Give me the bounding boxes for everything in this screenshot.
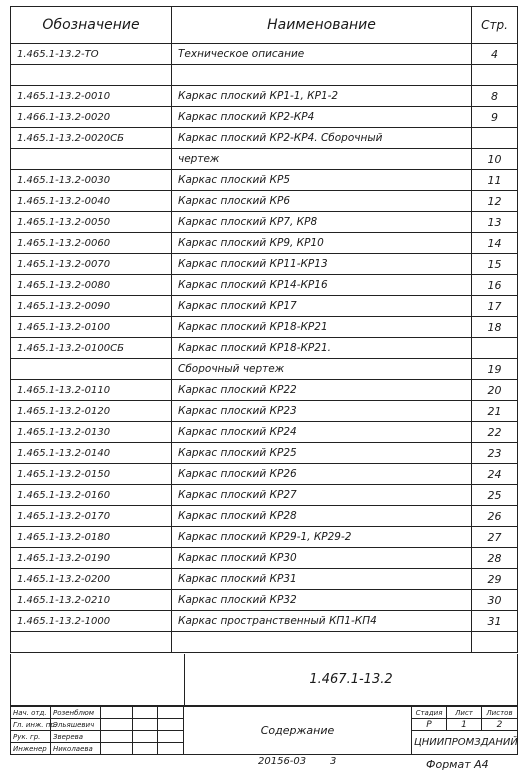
- document-code-block: [10, 654, 518, 706]
- table-row: [11, 443, 518, 464]
- row-code: 1.465.1-13.2-0100СБ: [11, 338, 172, 359]
- row-page: 26: [472, 506, 518, 527]
- row-name: Каркас плоский КР2-КР4: [172, 107, 472, 128]
- person-4: Николаева: [51, 743, 101, 755]
- row-name: [172, 65, 472, 86]
- row-page: 9: [472, 107, 518, 128]
- table-row: [11, 464, 518, 485]
- row-name: Сборочный чертеж: [172, 359, 472, 380]
- table-row: [11, 506, 518, 527]
- table-row: [11, 149, 518, 170]
- row-name: Каркас плоский КР32: [172, 590, 472, 611]
- drawing-sheet: [10, 6, 518, 774]
- sheets-value: 2: [482, 719, 518, 731]
- row-name: Техническое описание: [172, 44, 472, 65]
- row-code: 1.465.1-13.2-0190: [11, 548, 172, 569]
- row-code: 1.465.1-13.2-0130: [11, 422, 172, 443]
- signature-1: [101, 707, 133, 719]
- row-page: [472, 128, 518, 149]
- row-name: Каркас плоский КР17: [172, 296, 472, 317]
- row-code: 1.465.1-13.2-0040: [11, 191, 172, 212]
- row-page: 22: [472, 422, 518, 443]
- organization: ЦНИИПРОМЗДАНИЙ: [412, 731, 518, 755]
- row-code: 1.465.1-13.2-0160: [11, 485, 172, 506]
- stage-value: Р: [412, 719, 447, 731]
- row-code: [11, 359, 172, 380]
- table-row: [11, 128, 518, 149]
- table-row: [11, 170, 518, 191]
- signature-2: [101, 719, 133, 731]
- table-row: [11, 548, 518, 569]
- role-3: Рук. гр.: [11, 731, 51, 743]
- row-code: 1.465.1-13.2-0180: [11, 527, 172, 548]
- row-page: 19: [472, 359, 518, 380]
- row-name: Каркас плоский КР6: [172, 191, 472, 212]
- table-row: [11, 422, 518, 443]
- row-code: [11, 149, 172, 170]
- designation-header: Обозначение: [11, 7, 172, 44]
- row-name: Каркас плоский КР5: [172, 170, 472, 191]
- table-row: [11, 569, 518, 590]
- table-row: [11, 338, 518, 359]
- table-row: [11, 233, 518, 254]
- signature-4: [101, 743, 133, 755]
- row-page: 29: [472, 569, 518, 590]
- row-name: Каркас плоский КР1-1, КР1-2: [172, 86, 472, 107]
- row-name: Каркас плоский КР9, КР10: [172, 233, 472, 254]
- row-name: Каркас плоский КР24: [172, 422, 472, 443]
- table-row: [11, 65, 518, 86]
- row-page: 25: [472, 485, 518, 506]
- row-code: 1.465.1-13.2-0100: [11, 317, 172, 338]
- row-code: 1.465.1-13.2-0090: [11, 296, 172, 317]
- row-code: 1.465.1-13.2-0150: [11, 464, 172, 485]
- row-code: 1.465.1-13.2-0050: [11, 212, 172, 233]
- name-header: Наименование: [172, 7, 472, 44]
- row-code: 1.465.1-13.2-0030: [11, 170, 172, 191]
- row-page: 4: [472, 44, 518, 65]
- document-code: 1.467.1-13.2: [184, 654, 517, 705]
- row-name: Каркас плоский КР18-КР21: [172, 317, 472, 338]
- row-code: 1.465.1-13.2-0010: [11, 86, 172, 107]
- page-header: Стр.: [472, 7, 518, 44]
- row-code: 1.465.1-13.2-0200: [11, 569, 172, 590]
- row-name: Каркас плоский КР29-1, КР29-2: [172, 527, 472, 548]
- row-name: Каркас плоский КР26: [172, 464, 472, 485]
- row-name: Каркас плоский КР23: [172, 401, 472, 422]
- row-name: Каркас плоский КР30: [172, 548, 472, 569]
- table-row: [11, 485, 518, 506]
- row-page: 10: [472, 149, 518, 170]
- table-row: [11, 527, 518, 548]
- row-name: [172, 632, 472, 653]
- row-page: [472, 632, 518, 653]
- row-page: 30: [472, 590, 518, 611]
- table-row: [11, 380, 518, 401]
- row-page: 27: [472, 527, 518, 548]
- table-row: [11, 86, 518, 107]
- row-page: 12: [472, 191, 518, 212]
- row-page: 21: [472, 401, 518, 422]
- stage-label: Стадия: [412, 707, 447, 719]
- table-row: [11, 611, 518, 632]
- row-name: Каркас плоский КР31: [172, 569, 472, 590]
- row-page: 14: [472, 233, 518, 254]
- person-3: Зверева: [51, 731, 101, 743]
- table-row: [11, 359, 518, 380]
- row-page: [472, 65, 518, 86]
- row-code: 1.465.1-13.2-0140: [11, 443, 172, 464]
- row-code: 1.465.1-13.2-ТО: [11, 44, 172, 65]
- role-2: Гл. инж. пр.: [11, 719, 51, 731]
- row-name: Каркас плоский КР18-КР21.: [172, 338, 472, 359]
- row-page: 13: [472, 212, 518, 233]
- table-row: [11, 44, 518, 65]
- row-name: Каркас плоский КР27: [172, 485, 472, 506]
- row-code: [11, 632, 172, 653]
- row-page: [472, 338, 518, 359]
- row-page: 8: [472, 86, 518, 107]
- row-name: Каркас плоский КР2-КР4. Сборочный: [172, 128, 472, 149]
- sheet-value: 1: [447, 719, 482, 731]
- table-row: [11, 317, 518, 338]
- row-code: 1.465.1-13.2-0210: [11, 590, 172, 611]
- archive-number: 20156-03: [258, 756, 307, 767]
- row-name: Каркас плоский КР28: [172, 506, 472, 527]
- row-code: 1.465.1-13.2-0060: [11, 233, 172, 254]
- table-row: [11, 275, 518, 296]
- table-row: [11, 590, 518, 611]
- row-code: 1.465.1-13.2-0110: [11, 380, 172, 401]
- format-label: Формат А4: [426, 758, 489, 771]
- sheets-label: Листов: [482, 707, 518, 719]
- row-page: 28: [472, 548, 518, 569]
- row-page: 16: [472, 275, 518, 296]
- row-name: Каркас плоский КР25: [172, 443, 472, 464]
- row-code: [11, 65, 172, 86]
- table-row: [11, 191, 518, 212]
- row-name: Каркас плоский КР11-КР13: [172, 254, 472, 275]
- row-page: 18: [472, 317, 518, 338]
- person-1: Розенблюм: [51, 707, 101, 719]
- row-page: 23: [472, 443, 518, 464]
- row-code: 1.465.1-13.2-0120: [11, 401, 172, 422]
- row-name: Каркас пространственный КП1-КП4: [172, 611, 472, 632]
- table-row: [11, 296, 518, 317]
- table-row: [11, 212, 518, 233]
- row-page: 11: [472, 170, 518, 191]
- role-1: Нач. отд.: [11, 707, 51, 719]
- row-code: 1.465.1-13.2-0080: [11, 275, 172, 296]
- row-name: чертеж: [172, 149, 472, 170]
- row-code: 1.466.1-13.2-0020: [11, 107, 172, 128]
- table-header: [11, 7, 518, 44]
- row-page: 31: [472, 611, 518, 632]
- page-number: 3: [330, 756, 337, 767]
- row-page: 20: [472, 380, 518, 401]
- row-code: 1.465.1-13.2-1000: [11, 611, 172, 632]
- row-code: 1.465.1-13.2-0170: [11, 506, 172, 527]
- row-page: 24: [472, 464, 518, 485]
- table-row: [11, 401, 518, 422]
- row-code: 1.465.1-13.2-0020СБ: [11, 128, 172, 149]
- contents-table: [10, 6, 518, 653]
- row-page: 15: [472, 254, 518, 275]
- row-name: Каркас плоский КР22: [172, 380, 472, 401]
- signature-3: [101, 731, 133, 743]
- row-name: Каркас плоский КР14-КР16: [172, 275, 472, 296]
- table-row: [11, 632, 518, 653]
- sheet-title: Содержание: [184, 707, 412, 755]
- table-row: [11, 254, 518, 275]
- person-2: Эльяшевич: [51, 719, 101, 731]
- sheet-label: Лист: [447, 707, 482, 719]
- role-4: Инженер: [11, 743, 51, 755]
- row-name: Каркас плоский КР7, КР8: [172, 212, 472, 233]
- row-page: 17: [472, 296, 518, 317]
- row-code: 1.465.1-13.2-0070: [11, 254, 172, 275]
- table-row: [11, 107, 518, 128]
